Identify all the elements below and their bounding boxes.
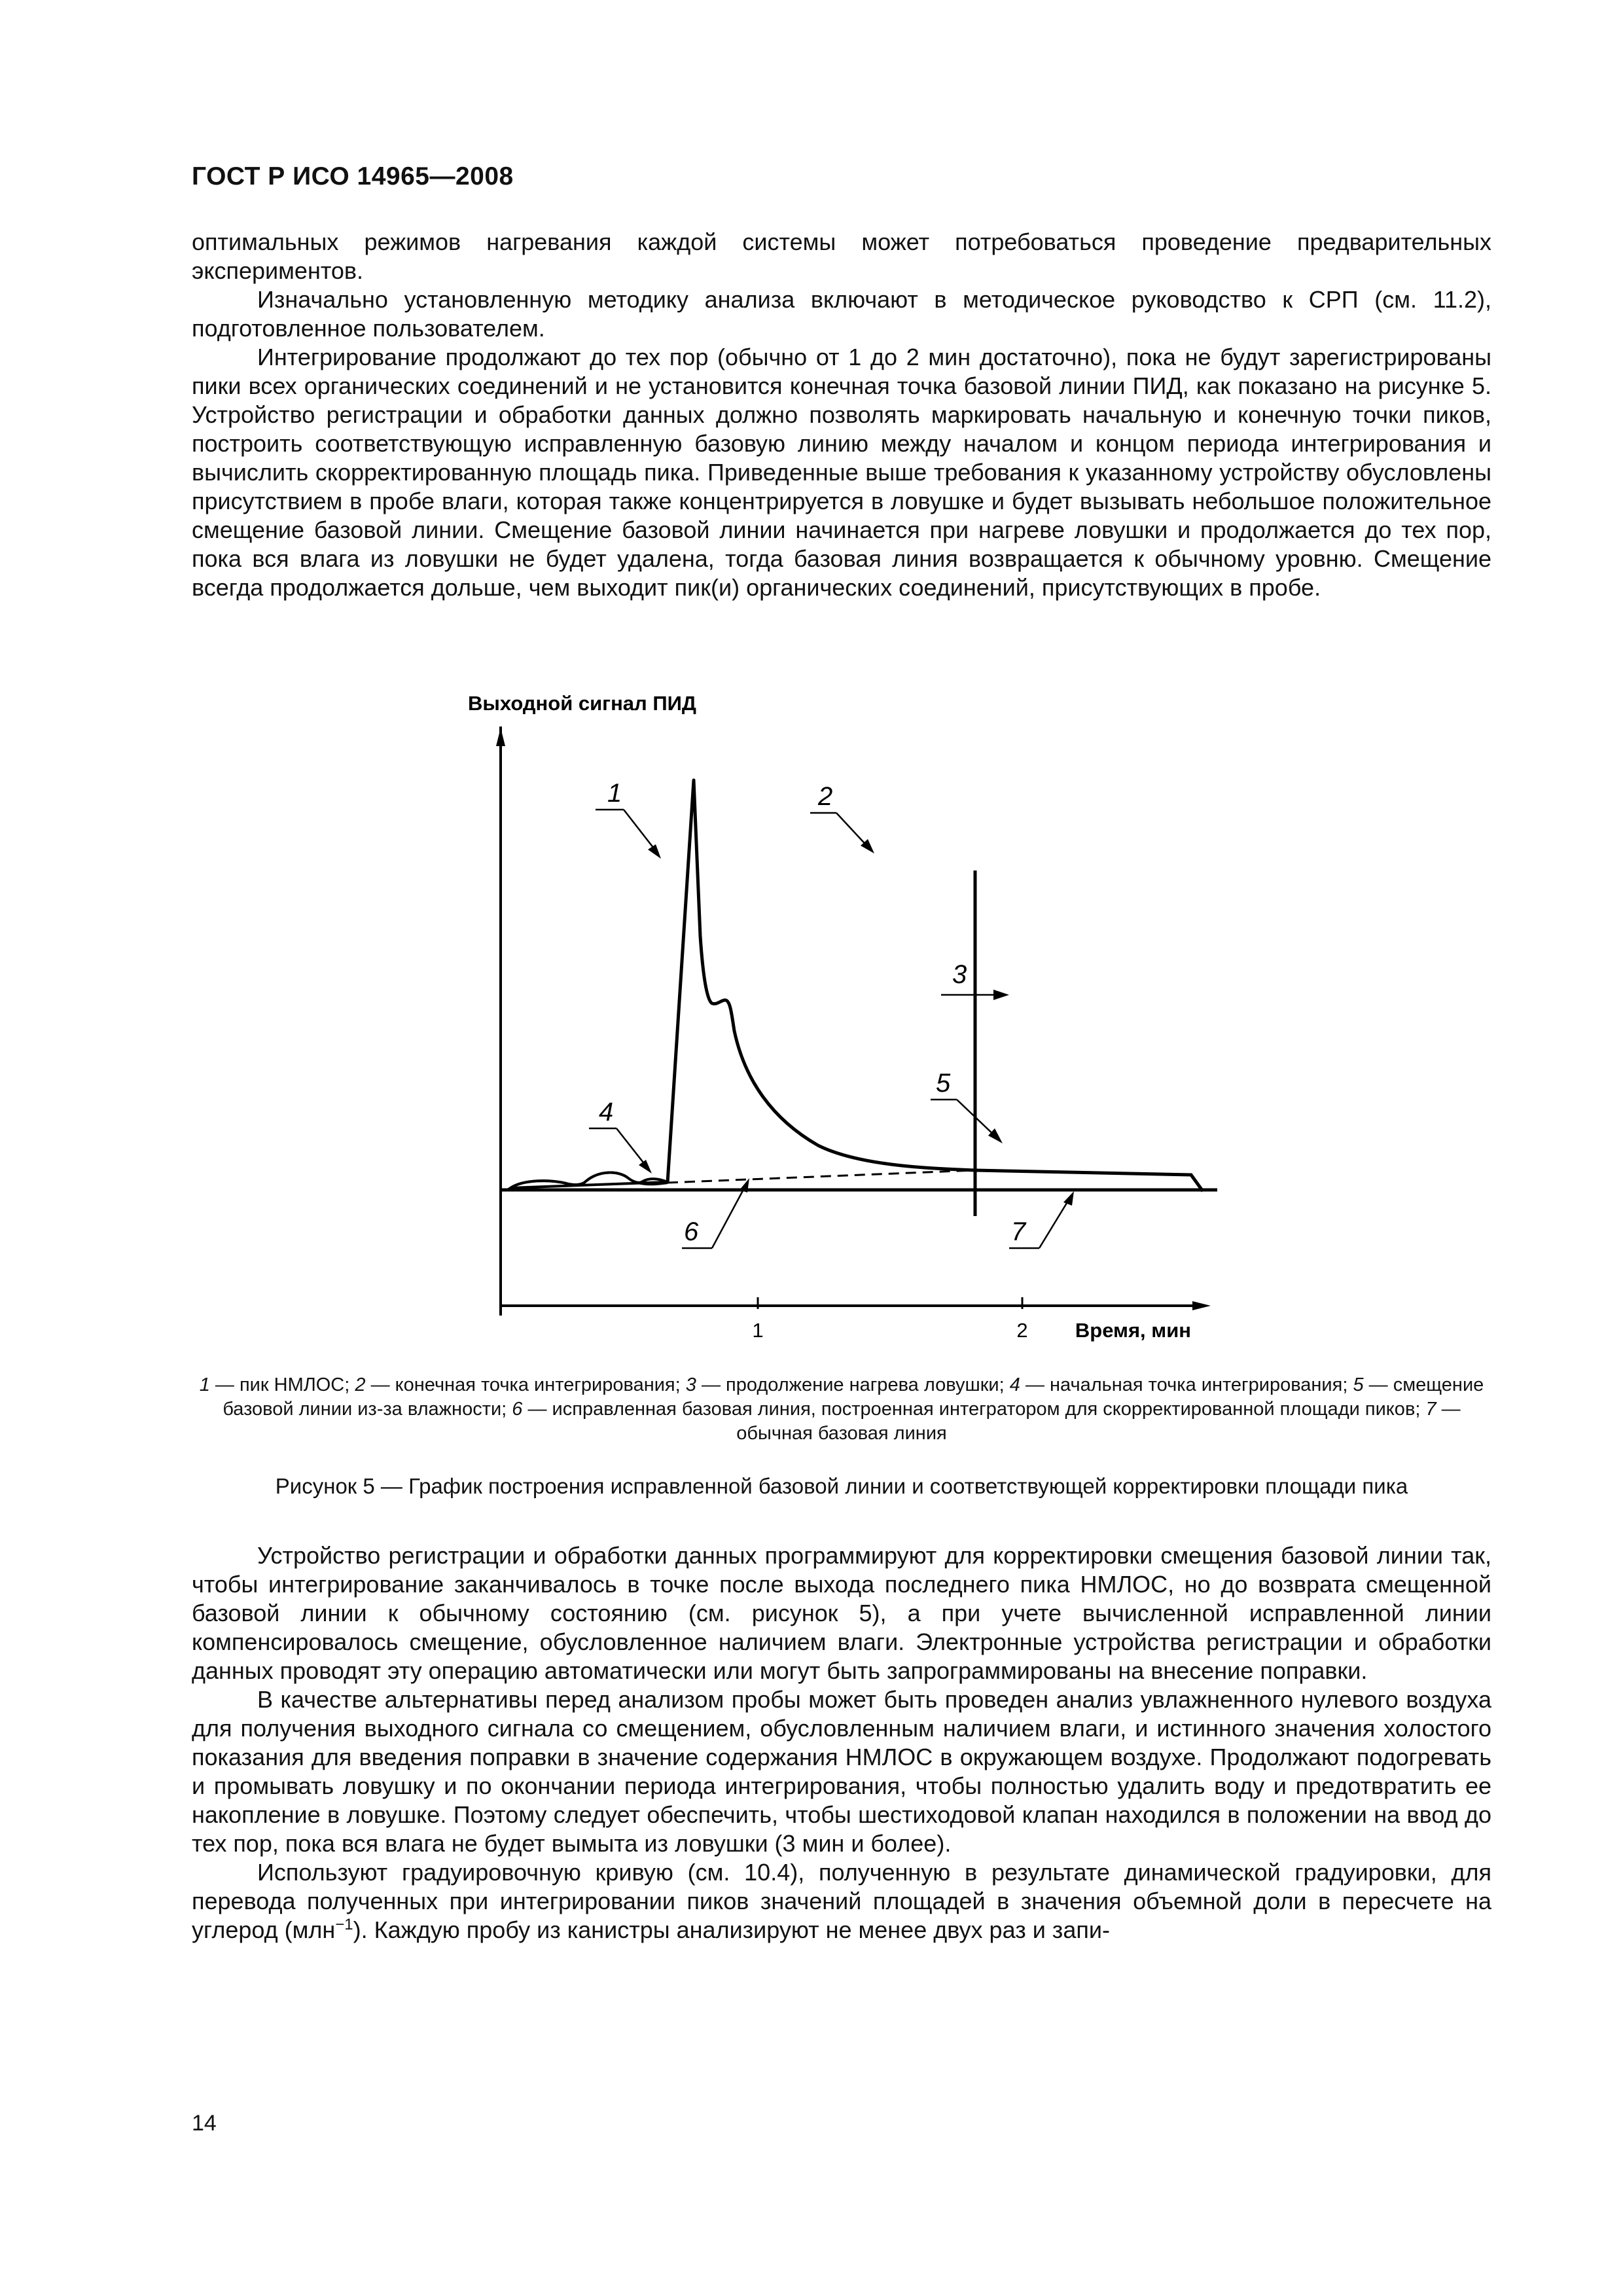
paragraph: Интегрирование продолжают до тех пор (обычно от 1 до 2 мин достаточно), пока не будут зарегистрированы пики всех органических соединений и не установится конечная точка базовой линии ПИД, как показано на рисунке 5. Устройство регистрации и обработки данных должно позволять маркировать начальную и конечную точки пиков, построить соответствующую исправленную базовую линию между началом и концом периода интегрирования и вычислить скорректированную площадь пика. Приведенные выше требования к указанному устройству обусловлены присутствием в пробе влаги, которая также концентрируется в ловушке и будет вызывать небольшое положительное смещение базовой линии. Смещение базовой линии начинается при нагреве ловушки и продолжается до тех пор, пока вся влага из ловушки не будет удалена, тогда базовая линия возвращается к обычному уровню. Смещение всегда продолжается дольше, чем выходит пик(и) органических соединений, присутствующих в пробе. — [192, 344, 1491, 601]
callout-4-arrowhead — [639, 1160, 652, 1174]
legend-text: — пик НМЛОС; — [209, 1374, 355, 1395]
paragraph-text: Используют градуировочную кривую (см. 10.4), полученную в результате динамической градуировки, для перевода полученных при интегрировании пиков значений площадей в значения объемной доли в пересчете на углерод (млн — [192, 1859, 1491, 1943]
y-axis-arrow — [496, 728, 505, 746]
callout-6-leader — [712, 1185, 746, 1248]
legend-text: — конечная точка интегрирования; — [365, 1374, 686, 1395]
paragraph: Устройство регистрации и обработки данных программируют для корректировки смещения базовой линии так, чтобы интегрирование заканчивалось в точке после выхода последнего пика НМЛОС, но до возврата смещенной базовой линии к обычному состоянию (см. рисунок 5), а при учете вычисленной исправленной линии компенсировалось смещение, обусловленное наличием влаги. Электронные устройства регистрации и обработки данных проводят эту операцию автоматически или могут быть запрограммированы на внесение поправки. — [192, 1542, 1491, 1684]
callout-7: 7 — [1011, 1217, 1026, 1246]
legend-num: 6 — [512, 1399, 523, 1420]
moisture-shifted-baseline — [975, 1170, 1203, 1191]
callout-7-arrowhead — [1063, 1191, 1074, 1206]
paragraph: В качестве альтернативы перед анализом пробы может быть проведен анализ увлажненного нулевого воздуха для получения выходного сигнала со смещением, обусловленным наличием влаги, и истинного значения холостого показания для введения поправки в значение содержания НМЛОС в окружающем воздухе. Продолжают подогревать и промывать ловушку и по окончании периода интегрирования, чтобы полностью удалить воду и предотвратить ее накопление в ловушке. Поэтому следует обеспечить, чтобы шестиходовой клапан находился в положении на ввод до тех пор, пока вся влага не будет вымыта из ловушки (3 мин и более). — [192, 1686, 1491, 1857]
page-number: 14 — [192, 2111, 217, 2136]
x-tick-label-1: 1 — [752, 1319, 764, 1342]
paragraph: Изначально установленную методику анализа включают в методическое руководство к СРП (см. 11.2), подготовленное пользователем. — [192, 286, 1491, 342]
paragraph: оптимальных режимов нагревания каждой системы может потребоваться проведение предварительных экспериментов. — [192, 228, 1491, 284]
legend-num: 3 — [685, 1374, 696, 1395]
legend-num: 4 — [1009, 1374, 1020, 1395]
nmloc-peak-curve — [668, 780, 975, 1183]
callout-1: 1 — [607, 779, 622, 808]
y-axis-label: Выходной сигнал ПИД — [468, 692, 696, 715]
callout-6: 6 — [684, 1217, 699, 1246]
callout-1-arrowhead — [648, 844, 661, 859]
callout-2: 2 — [818, 782, 833, 811]
callout-5: 5 — [936, 1069, 951, 1098]
legend-text: — смещение базовой линии из-за влажности; — [223, 1374, 1484, 1420]
figure-5 — [452, 687, 1270, 1361]
bottom-text-block — [192, 1541, 1491, 1945]
x-tick-label-2: 2 — [1016, 1319, 1028, 1342]
baseline-chart — [452, 687, 1270, 1361]
paragraph — [192, 1858, 1491, 1945]
figure-caption: Рисунок 5 — График построения исправленной базовой линии и соответствующей корректировки площади пика — [275, 1474, 1408, 1498]
x-axis-arrow — [1192, 1301, 1211, 1310]
legend-num: 1 — [199, 1374, 210, 1395]
legend-text: — начальная точка интегрирования; — [1020, 1374, 1353, 1395]
legend-text: — исправленная базовая линия, построенная интегратором для скорректированной площади пиков; — [522, 1399, 1426, 1420]
callout-3: 3 — [952, 960, 967, 989]
figure-legend — [192, 1373, 1491, 1446]
callout-4: 4 — [599, 1098, 614, 1126]
superscript: −1 — [335, 1916, 353, 1933]
paragraph-text: ). Каждую пробу из канистры анализируют не менее двух раз и запи- — [353, 1916, 1110, 1943]
legend-text: — обычная базовая линия — [736, 1399, 1461, 1444]
legend-num: 7 — [1425, 1399, 1436, 1420]
x-axis-label: Время, мин — [1075, 1319, 1191, 1342]
document-header: ГОСТ Р ИСО 14965—2008 — [192, 162, 514, 190]
legend-num: 5 — [1353, 1374, 1364, 1395]
legend-text: — продолжение нагрева ловушки; — [696, 1374, 1010, 1395]
heating-continue-arrowhead — [993, 990, 1009, 1000]
corrected-baseline — [668, 1170, 975, 1183]
legend-num: 2 — [355, 1374, 366, 1395]
callout-7-leader — [1039, 1198, 1070, 1248]
top-text-block — [192, 228, 1491, 602]
